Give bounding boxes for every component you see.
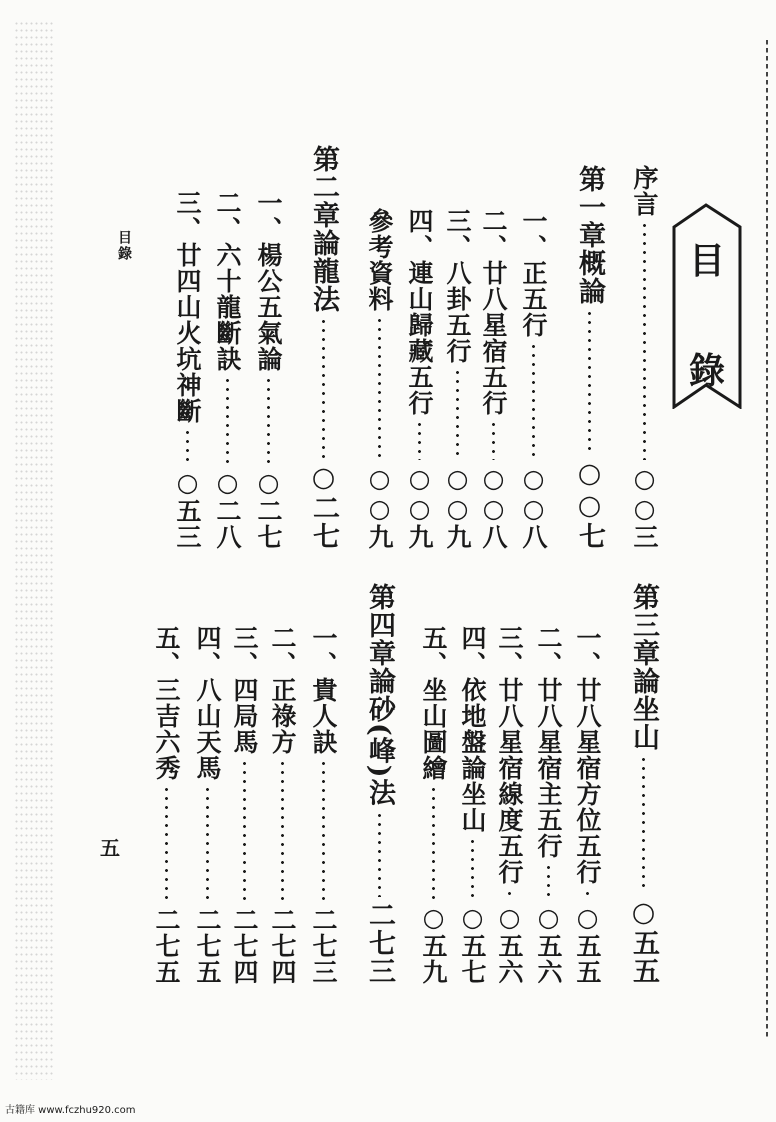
entry-label: 二、廿八星宿主五行 xyxy=(534,625,563,859)
toc-entry xyxy=(418,625,448,985)
entry-page: ○○九 xyxy=(405,464,434,550)
dot-leader xyxy=(281,759,284,903)
toc-entry xyxy=(212,190,242,550)
toc-entry xyxy=(267,625,297,985)
entry-label: 第二章論龍法 xyxy=(308,145,339,313)
toc-entry xyxy=(478,208,508,550)
entry-page: ○○三 xyxy=(630,464,659,550)
entry-label: 三、四局馬 xyxy=(230,625,259,755)
toc-chapter-entry xyxy=(308,145,338,550)
dot-leader xyxy=(532,342,535,460)
entry-label: 四、連山歸藏五行 xyxy=(405,208,434,416)
toc-entry xyxy=(533,625,563,985)
toc-chapter-entry xyxy=(574,165,604,550)
title-char-2: 錄 xyxy=(688,350,725,392)
entry-page: ○五五 xyxy=(628,897,659,985)
title-char-1: 目 xyxy=(688,240,725,282)
entry-label: 二、六十龍斷訣 xyxy=(213,190,242,372)
dot-leader xyxy=(492,420,495,460)
entry-page: ○五九 xyxy=(419,903,448,985)
dot-leader xyxy=(586,889,589,899)
dot-leader xyxy=(643,221,646,460)
entry-page: 二七四 xyxy=(268,907,297,985)
entry-page: ○二七 xyxy=(254,468,283,550)
toc-chapter-entry xyxy=(364,583,394,985)
page-number: 五 xyxy=(100,836,120,860)
entry-page: ○五六 xyxy=(495,903,524,985)
toc-entry xyxy=(364,208,394,550)
binding-edge xyxy=(766,40,768,1040)
entry-label: 第三章論坐山 xyxy=(628,583,659,751)
entry-page: ○○七 xyxy=(574,458,605,550)
entry-page: ○○八 xyxy=(479,464,508,550)
toc-entry xyxy=(629,165,659,550)
dot-leader xyxy=(418,420,421,460)
toc-entry xyxy=(253,190,283,550)
entry-page: ○○九 xyxy=(365,464,394,550)
dot-leader xyxy=(378,811,381,897)
entry-label: 序言 xyxy=(630,165,659,217)
dot-leader xyxy=(206,785,209,903)
entry-page: 二七五 xyxy=(193,907,222,985)
entry-label: 參考資料 xyxy=(365,208,394,312)
dot-leader xyxy=(456,368,459,460)
toc-entry xyxy=(404,208,434,550)
dot-leader xyxy=(508,889,511,899)
entry-label: 三、八卦五行 xyxy=(443,208,472,364)
entry-page: ○五六 xyxy=(534,903,563,985)
entry-label: 五、三吉六秀 xyxy=(152,625,181,781)
toc-entry xyxy=(151,625,181,985)
dot-leader xyxy=(322,759,325,903)
dot-leader xyxy=(165,785,168,903)
dot-leader xyxy=(322,317,325,458)
toc-entry xyxy=(572,625,602,985)
entry-label: 一、正五行 xyxy=(519,208,548,338)
entry-page: ○○九 xyxy=(443,464,472,550)
dot-leader xyxy=(432,785,435,899)
toc-entry xyxy=(442,208,472,550)
dot-leader xyxy=(226,376,229,464)
entry-page: ○五七 xyxy=(458,903,487,985)
entry-page: ○二八 xyxy=(213,468,242,550)
toc-entry xyxy=(308,625,338,985)
entry-page: 二七五 xyxy=(152,907,181,985)
entry-label: 一、貴人訣 xyxy=(309,625,338,755)
toc-entry xyxy=(192,625,222,985)
entry-page: 二七三 xyxy=(364,901,395,985)
dot-leader xyxy=(588,309,591,454)
entry-label: 第四章論砂(峰)法 xyxy=(364,583,395,807)
toc-chapter-entry xyxy=(628,583,658,985)
entry-label: 二、正祿方 xyxy=(268,625,297,755)
entry-page: ○二七 xyxy=(308,462,339,550)
entry-label: 二、廿八星宿五行 xyxy=(479,208,508,416)
entry-label: 四、八山天馬 xyxy=(193,625,222,781)
toc-title-box xyxy=(672,203,742,409)
entry-label: 四、依地盤論坐山 xyxy=(458,625,487,833)
dot-leader xyxy=(378,316,381,460)
entry-label: 三、廿八星宿線度五行 xyxy=(495,625,524,885)
scan-gutter-noise xyxy=(14,20,54,1080)
entry-page: 二七四 xyxy=(230,907,259,985)
dot-leader xyxy=(267,376,270,464)
entry-label: 五、坐山圖繪 xyxy=(419,625,448,781)
dot-leader xyxy=(471,837,474,899)
dot-leader xyxy=(642,755,645,893)
entry-page: ○五三 xyxy=(173,468,202,550)
entry-page: ○五五 xyxy=(573,903,602,985)
toc-entry xyxy=(457,625,487,985)
toc-entry xyxy=(518,208,548,550)
toc-entry xyxy=(229,625,259,985)
footer-watermark: 古籍库 www.fczhu920.com xyxy=(5,1105,136,1116)
dot-leader xyxy=(243,759,246,903)
dot-leader xyxy=(547,863,550,899)
entry-label: 一、楊公五氣論 xyxy=(254,190,283,372)
dot-leader xyxy=(186,428,189,464)
entry-page: ○○八 xyxy=(519,464,548,550)
entry-page: 二七三 xyxy=(309,907,338,985)
toc-entry xyxy=(494,625,524,985)
entry-label: 三、廿四山火坑神斷 xyxy=(173,190,202,424)
toc-entry xyxy=(172,190,202,550)
entry-label: 第一章概論 xyxy=(574,165,605,305)
entry-label: 一、廿八星宿方位五行 xyxy=(573,625,602,885)
running-head: 目錄 xyxy=(116,230,132,262)
